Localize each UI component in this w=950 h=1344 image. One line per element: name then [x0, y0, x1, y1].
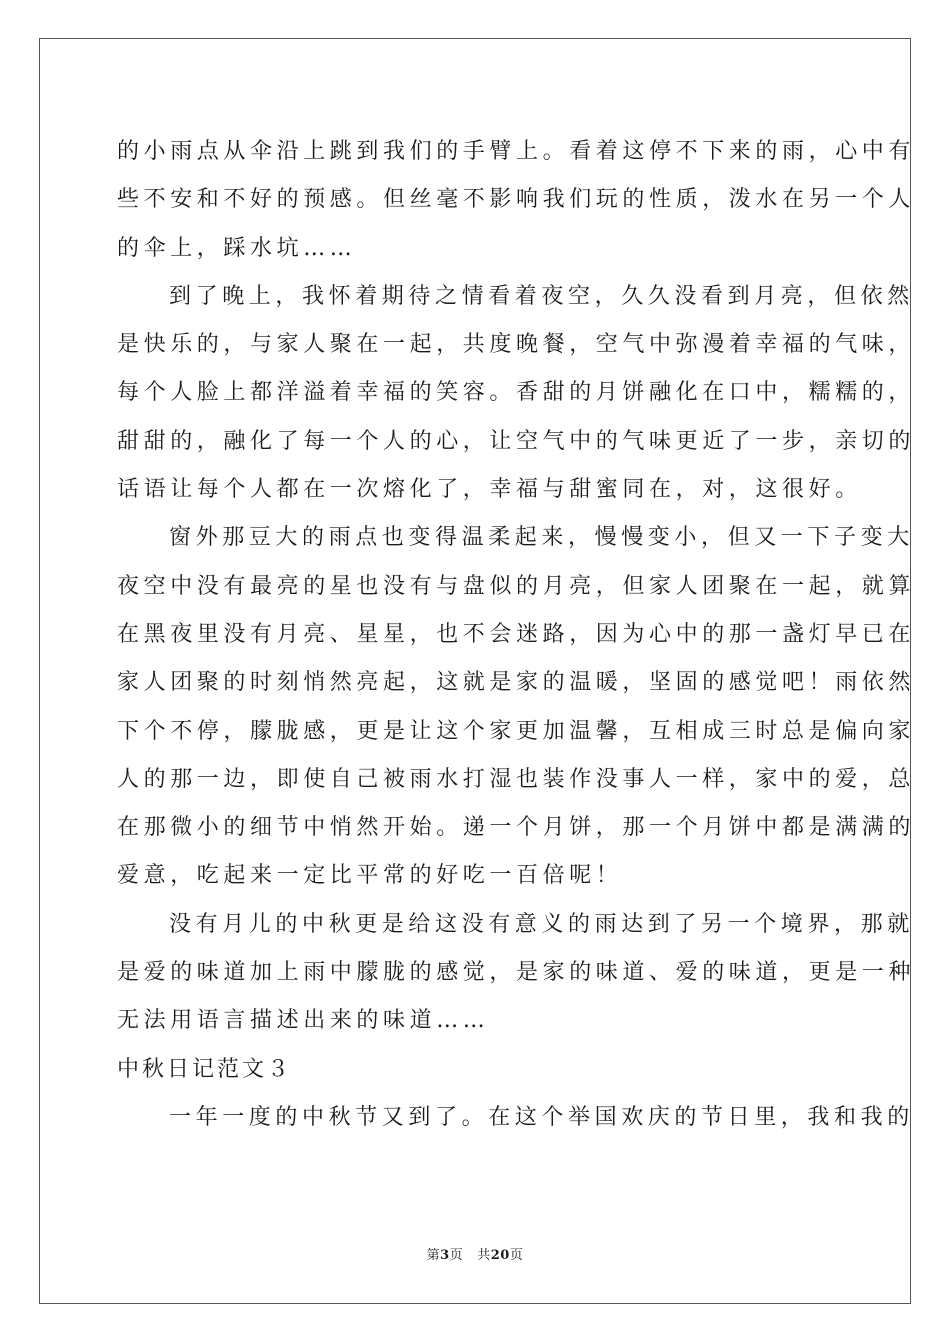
text-line: 在那微小的细节中悄然开始。递一个月饼，那一个月饼中都是满满的	[117, 815, 916, 841]
total-suffix: 页	[509, 1248, 524, 1263]
text-line: 在黑夜里没有月亮、星星，也不会迷路，因为心中的那一盏灯早已在	[117, 621, 916, 647]
text-line: 每个人脸上都洋溢着幸福的笑容。香甜的月饼融化在口中，糯糯的，	[117, 380, 916, 406]
text-line: 人的那一边，即使自己被雨水打湿也装作没事人一样，家中的爱，总	[117, 766, 916, 792]
total-pages: 20	[490, 1248, 510, 1263]
text-line: 下个不停，朦胧感，更是让这个家更加温馨，互相成三时总是偏向家	[117, 718, 916, 744]
page-prefix: 第	[426, 1248, 441, 1263]
text-line: 的伞上，踩水坑……	[117, 235, 357, 261]
text-line: 是快乐的，与家人聚在一起，共度晚餐，空气中弥漫着幸福的气味，	[117, 332, 916, 358]
total-prefix: 共	[477, 1248, 491, 1263]
text-line: 爱意，吃起来一定比平常的好吃一百倍呢！	[117, 863, 623, 889]
text-line: 夜空中没有最亮的星也没有与盘似的月亮，但家人团聚在一起，就算	[117, 573, 916, 599]
paragraph-first-line: 没有月儿的中秋更是给这没有意义的雨达到了另一个境界，那就	[169, 911, 914, 937]
page-suffix: 页	[449, 1248, 464, 1263]
document-body	[117, 128, 916, 1142]
text-line: 家人团聚的时刻悄然亮起，这就是家的温暖，坚固的感觉吧！雨依然	[117, 670, 916, 696]
text-line: 甜甜的，融化了每一个人的心，让空气中的气味更近了一步，亲切的	[117, 428, 916, 454]
text-line: 是爱的味道加上雨中朦胧的感觉，是家的味道、爱的味道，更是一种	[117, 960, 916, 986]
section-heading: 中秋日记范文３	[117, 1056, 293, 1082]
paragraph-first-line: 到了晚上，我怀着期待之情看着夜空，久久没看到月亮，但依然	[169, 283, 914, 309]
text-line: 无法用语言描述出来的味道……	[117, 1008, 490, 1034]
paragraph-first-line: 窗外那豆大的雨点也变得温柔起来，慢慢变小，但又一下子变大	[169, 525, 914, 551]
text-line: 话语让每个人都在一次熔化了，幸福与甜蜜同在，对，这很好。	[117, 477, 862, 503]
text-line: 些不安和不好的预感。但丝毫不影响我们玩的性质，泼水在另一个人	[117, 187, 916, 213]
paragraph-first-line: 一年一度的中秋节又到了。在这个举国欢庆的节日里，我和我的	[169, 1104, 914, 1130]
text-line: 的小雨点从伞沿上跳到我们的手臂上。看着这停不下来的雨，心中有	[117, 139, 916, 164]
page-footer	[0, 1244, 950, 1263]
page-number: 3	[440, 1248, 450, 1263]
